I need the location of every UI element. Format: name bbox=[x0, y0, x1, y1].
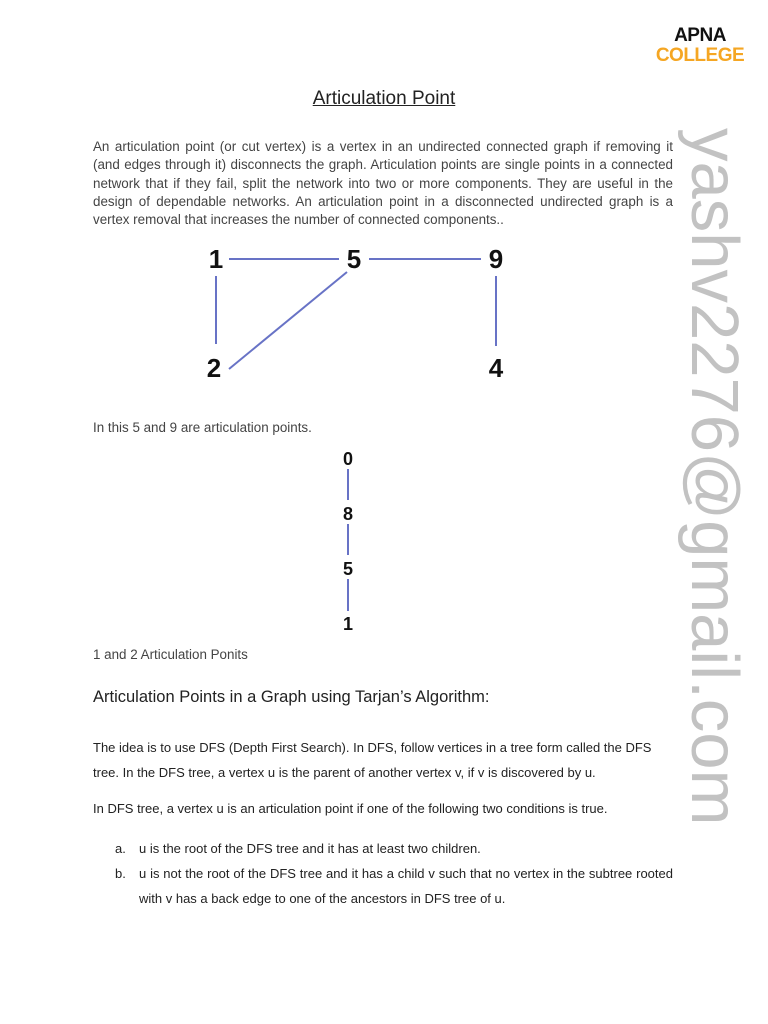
list-item bbox=[93, 836, 673, 861]
logo-text-bottom: COLLEGE bbox=[655, 45, 745, 66]
list-item-text: u is the root of the DFS tree and it has at least two children. bbox=[139, 841, 481, 856]
list-marker: b. bbox=[115, 866, 126, 881]
page-title: Articulation Point bbox=[312, 88, 456, 109]
node-4: 4 bbox=[488, 353, 504, 383]
edge-2-5 bbox=[229, 272, 347, 369]
node-5: 5 bbox=[342, 559, 354, 579]
node-8: 8 bbox=[342, 504, 354, 524]
logo-text-top: APNA bbox=[674, 25, 726, 46]
node-1: 1 bbox=[342, 614, 354, 634]
apna-college-logo bbox=[654, 26, 746, 65]
node-1: 1 bbox=[208, 244, 224, 274]
conditions-list bbox=[93, 836, 673, 911]
node-2: 2 bbox=[206, 353, 222, 383]
paragraph-conditions: In DFS tree, a vertex u is an articulation point if one of the following two conditions is true. bbox=[93, 801, 608, 816]
node-5: 5 bbox=[346, 244, 362, 274]
caption-1: In this 5 and 9 are articulation points. bbox=[93, 420, 312, 435]
caption-2: 1 and 2 Articulation Ponits bbox=[93, 647, 248, 662]
graph-diagram-2 bbox=[320, 443, 380, 643]
node-0: 0 bbox=[342, 449, 354, 469]
paragraph-dfs: The idea is to use DFS (Depth First Search). In DFS, follow vertices in a tree form called the DFS tree. In the DFS tree, a vertex u is the parent of another vertex v, if v is discovered by u. bbox=[93, 740, 652, 780]
node-9: 9 bbox=[488, 244, 504, 274]
list-item-text: u is not the root of the DFS tree and it has a child v such that no vertex in the subtree rooted with v has a back edge to one of the ancestors in DFS tree of u. bbox=[139, 866, 673, 906]
section-heading: Articulation Points in a Graph using Tarjan’s Algorithm: bbox=[93, 688, 490, 706]
intro-paragraph: An articulation point (or cut vertex) is a vertex in an undirected connected graph if removing it (and edges through it) disconnects the graph. Articulation points are single points in a connected network that if they fail, split the network into two or more components. They are useful in the design of dependable networks. An articulation point in a disconnected undirected graph is a vertex removal that increases the number of connected components.. bbox=[93, 139, 673, 228]
watermark-text: yashv2276@gmail.com bbox=[677, 128, 752, 826]
list-item bbox=[93, 861, 673, 911]
list-marker: a. bbox=[115, 841, 126, 856]
watermark bbox=[676, 128, 752, 892]
graph-diagram-1 bbox=[185, 238, 525, 388]
